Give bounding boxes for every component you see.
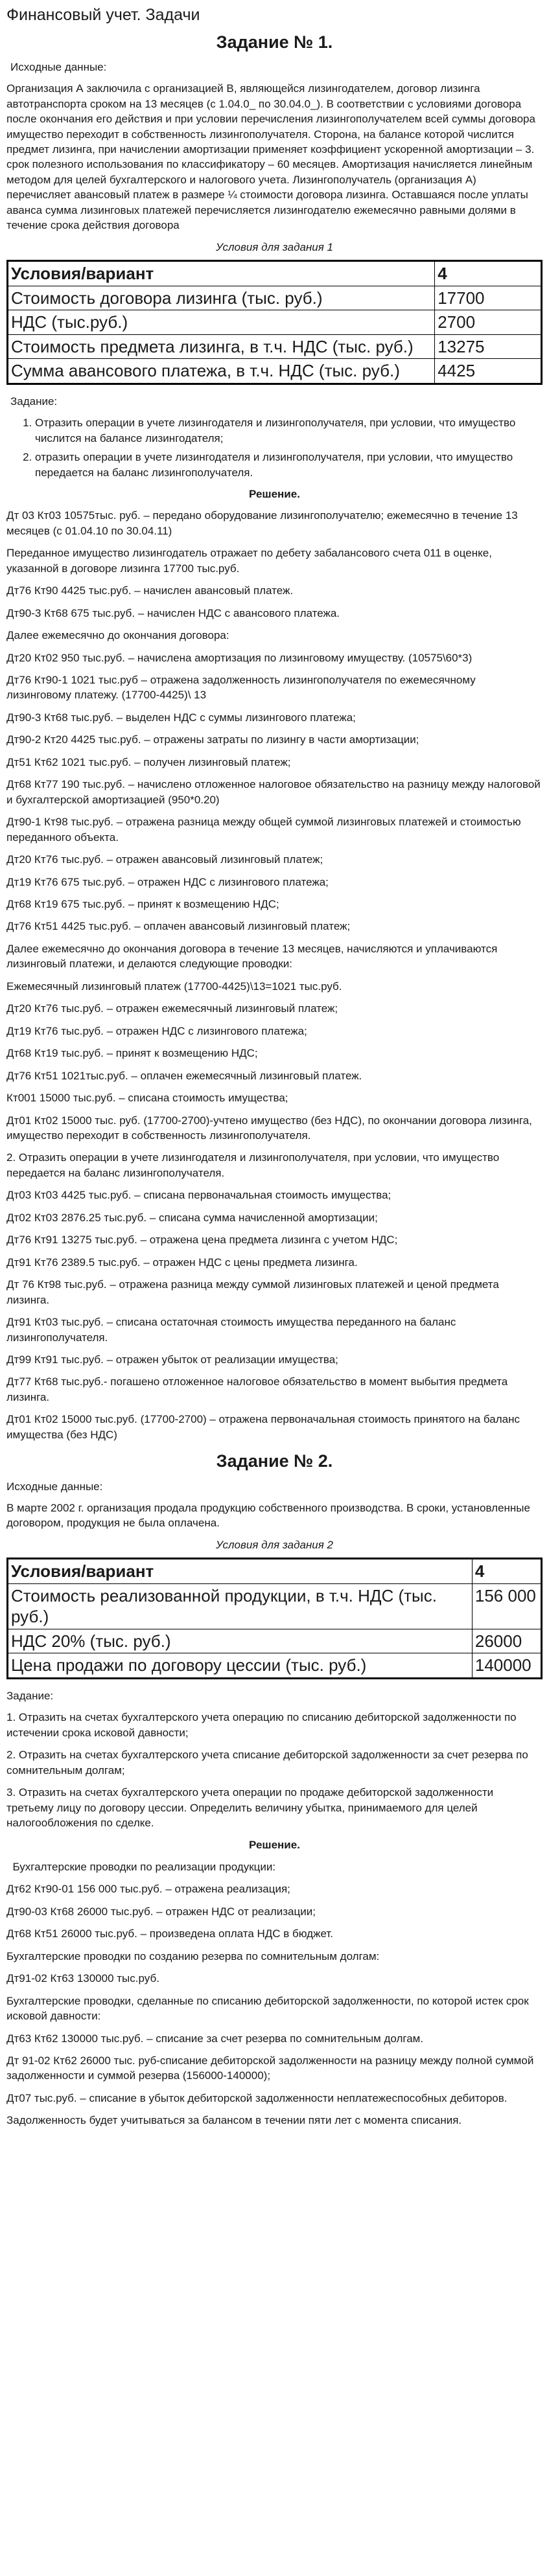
task1-intro-text: Организация А заключила с организацией В, являющейся лизингодателем, договор лизинга автотранспорта сроком на 13 месяцев (с 1.04.0_ по 30.04.0_). В соответствии с условиями договора после окончания его действия и при условии перечисления лизингополучателем всей суммы договора имущество переходит в собственность лизингополучателя. Сторона, на балансе которой числится предмет лизинга, при начислении амортизации применяет коэффициент ускоренной амортизации – 3. срок полезного использования по классификатору – 60 месяцев. Амортизация начисляется линейным методом для целей бухгалтерского и налогового учета. Лизингополучатель (организация А) перечисляет авансовый платеж в размере ¼ стоимости договора лизинга. Оставшаяся после уплаты аванса сумма лизинговых платежей перечисляется лизингодателю ежемесячно равными долями в течение срока действия договора	[6, 82, 535, 232]
solution-line: Дт 03 Кт03 10575тыс. руб. – передано оборудование лизингополучателю; ежемесячно в течение 13 месяцев (с 01.04.10 по 30.04.11)	[6, 509, 518, 537]
solution-line: Дт99 Кт91 тыс.руб. – отражен убыток от реализации имущества;	[6, 1353, 338, 1366]
solution-line: Дт03 Кт03 4425 тыс.руб. – списана первоначальная стоимость имущества;	[6, 1189, 391, 1202]
table-row	[8, 286, 542, 310]
table-header-cell: Условия/вариант	[8, 1559, 473, 1584]
solution-line: Далее ежемесячно до окончания договора в течение 13 месяцев, начисляются и уплачиваются лизинговый платежи, и делаются следующие проводки:	[6, 942, 498, 971]
task2-table-caption: Условия для задания 2	[215, 1538, 334, 1551]
solution-line: 2. Отразить операции в учете лизингодателя и лизингополучателя, при условии, что имущество передается на баланс лизингополучателя.	[6, 1151, 500, 1179]
table-row	[8, 1653, 542, 1679]
solution-line: Дт90-2 Кт20 4425 тыс.руб. – отражены затраты по лизингу в части амортизации;	[6, 733, 419, 746]
solution-line: Задолженность будет учитываться за балансом в течении пяти лет с момента списания.	[6, 2114, 462, 2127]
solution-line: Дт77 Кт68 тыс.руб.- погашено отложенное налоговое обязательство в момент выбытия предмета лизинга.	[6, 1375, 508, 1403]
table-header-row	[8, 1559, 542, 1584]
solution-line: Дт90-3 Кт68 тыс.руб. – выделен НДС с суммы лизингового платежа;	[6, 711, 356, 724]
solution-line: Дт19 Кт76 тыс.руб. – отражен НДС с лизингового платежа;	[6, 1024, 307, 1037]
solution-line: Далее ежемесячно до окончания договора:	[6, 629, 229, 642]
solution-line: Дт91 Кт76 2389.5 тыс.руб. – отражен НДС с цены предмета лизинга.	[6, 1256, 358, 1269]
table-row	[8, 359, 542, 384]
task1-intro-label: Исходные данные:	[10, 60, 107, 73]
table-cell: НДС 20% (тыс. руб.)	[8, 1629, 473, 1653]
solution-line: Дт20 Кт02 950 тыс.руб. – начислена амортизация по лизинговому имуществу. (10575\60*3)	[6, 651, 473, 664]
solution-line: Дт19 Кт76 675 тыс.руб. – отражен НДС с лизингового платежа;	[6, 875, 329, 888]
solution-line: Бухгалтерские проводки, сделанные по списанию дебиторской задолженности, по которой истек срок исковой давности:	[6, 1994, 529, 2023]
solution-line: Дт20 Кт76 тыс.руб. – отражен авансовый лизинговый платеж;	[6, 853, 323, 866]
task1-conditions-table	[6, 260, 543, 385]
task2-solution-label: Решение.	[249, 1839, 300, 1852]
list-item: 2. Отразить на счетах бухгалтерского учета списание дебиторской задолженности за счет резерва по сомнительным долгам;	[6, 1749, 528, 1777]
list-item: 3. Отразить на счетах бухгалтерского учета операции по продаже дебиторской задолженности третьему лицу по договору цессии. Определить величину убытка, принимаемого для целей налогообложения по сделке.	[6, 1786, 494, 1829]
solution-line: Дт68 Кт77 190 тыс.руб. – начислено отложенное налоговое обязательство на разницу между налоговой и бухгалтерской амортизацией (950*0.20)	[6, 778, 541, 806]
table-cell: 26000	[472, 1629, 541, 1653]
table-cell: Стоимость реализованной продукции, в т.ч. НДС (тыс. руб.)	[8, 1583, 473, 1629]
task1-solution-label: Решение.	[249, 487, 300, 500]
list-item: 1. Отразить операции в учете лизингодателя и лизингополучателя, при условии, что имущество числится на балансе лизингодателя;	[35, 415, 543, 446]
task2-intro-text: В марте 2002 г. организация продала продукцию собственного производства. В сроки, установленные договором, продукция не была оплачена.	[6, 1501, 530, 1530]
solution-line: Дт62 Кт90-01 156 000 тыс.руб. – отражена реализация;	[6, 1883, 290, 1896]
solution-line: Дт90-3 Кт68 675 тыс.руб. – начислен НДС с авансового платежа.	[6, 606, 340, 619]
document-title: Финансовый учет. Задачи	[6, 6, 200, 24]
table-row	[8, 310, 542, 335]
table-cell: 140000	[472, 1653, 541, 1679]
task1-solution	[6, 508, 543, 1442]
list-item: 2. отразить операции в учете лизингодателя и лизингополучателя, при условии, что имущество передается на баланс лизингополучателя.	[35, 450, 543, 480]
table-row	[8, 1583, 542, 1629]
solution-line: Дт76 Кт90-1 1021 тыс.руб – отражена задолженность лизингополучателя по ежемесячному лизинговому платежу. (17700-4425)\ 13	[6, 674, 476, 702]
solution-line: Дт 91-02 Кт62 26000 тыс. руб-списание дебиторской задолженности на разницу между полной суммой задолженности и суммой резерва (156000-140000);	[6, 2054, 534, 2082]
solution-line: Ежемесячный лизинговый платеж (17700-4425)\13=1021 тыс.руб.	[6, 980, 342, 993]
table-header-cell: Условия/вариант	[8, 261, 435, 286]
task1-task-label: Задание:	[10, 395, 58, 408]
table-row	[8, 1629, 542, 1653]
table-header-cell: 4	[435, 261, 542, 286]
table-cell: 17700	[435, 286, 542, 310]
task1-heading: Задание № 1.	[216, 32, 333, 52]
task2-solution	[6, 1859, 543, 2128]
solution-line: Переданное имущество лизингодатель отражает по дебету забалансового счета 011 в оценке, указанной в договоре лизинга 17700 тыс.руб.	[6, 547, 492, 575]
solution-line: Дт68 Кт19 675 тыс.руб. – принят к возмещению НДС;	[6, 898, 279, 911]
table-row	[8, 334, 542, 359]
solution-line: Дт01 Кт02 15000 тыс.руб. (17700-2700) – отражена первоначальная стоимость принятого на баланс имущества (без НДС)	[6, 1413, 520, 1441]
solution-line: Дт68 Кт51 26000 тыс.руб. – произведена оплата НДС в бюджет.	[6, 1927, 333, 1940]
table-cell: Стоимость предмета лизинга, в т.ч. НДС (тыс. руб.)	[8, 334, 435, 359]
solution-line: Дт63 Кт62 130000 тыс.руб. – списание за счет резерва по сомнительным долгам.	[6, 2032, 424, 2045]
solution-line: Дт76 Кт51 1021тыс.руб. – оплачен ежемесячный лизинговый платеж.	[6, 1069, 362, 1082]
solution-line: Дт90-03 Кт68 26000 тыс.руб. – отражен НДС от реализации;	[6, 1905, 316, 1918]
table-cell: Цена продажи по договору цессии (тыс. руб.)	[8, 1653, 473, 1679]
solution-line: Дт51 Кт62 1021 тыс.руб. – получен лизинговый платеж;	[6, 755, 291, 768]
table-cell: Стоимость договора лизинга (тыс. руб.)	[8, 286, 435, 310]
solution-line: Дт90-1 Кт98 тыс.руб. – отражена разница между общей суммой лизинговых платежей и стоимостью переданного объекта.	[6, 816, 521, 844]
table-cell: 156 000	[472, 1583, 541, 1629]
task2-task-label: Задание:	[6, 1689, 54, 1702]
table-cell: Сумма авансового платежа, в т.ч. НДС (тыс. руб.)	[8, 359, 435, 384]
solution-line: Дт20 Кт76 тыс.руб. – отражен ежемесячный лизинговый платеж;	[6, 1002, 338, 1015]
solution-line: Дт76 Кт51 4425 тыс.руб. – оплачен авансовый лизинговый платеж;	[6, 920, 351, 933]
table-cell: 4425	[435, 359, 542, 384]
task2-task-list	[6, 1710, 543, 1830]
solution-line: Дт76 Кт91 13275 тыс.руб. – отражена цена предмета лизинга с учетом НДС;	[6, 1234, 398, 1247]
table-header-row	[8, 261, 542, 286]
solution-line: Бухгалтерские проводки по реализации продукции:	[6, 1860, 276, 1873]
table-cell: 13275	[435, 334, 542, 359]
solution-line: Дт91-02 Кт63 130000 тыс.руб.	[6, 1972, 159, 1985]
task2-intro-label: Исходные данные:	[6, 1480, 103, 1493]
solution-line: Дт02 Кт03 2876.25 тыс.руб. – списана сумма начисленной амортизации;	[6, 1211, 378, 1224]
solution-line: Дт91 Кт03 тыс.руб. – списана остаточная стоимость имущества переданного на баланс лизингополучателя.	[6, 1316, 456, 1344]
solution-line: Дт76 Кт90 4425 тыс.руб. – начислен авансовый платеж.	[6, 584, 294, 597]
solution-line: Дт 76 Кт98 тыс.руб. – отражена разница между суммой лизинговых платежей и ценой предмета лизинга.	[6, 1278, 499, 1306]
table-cell: 2700	[435, 310, 542, 335]
task1-task-list	[6, 415, 543, 480]
solution-line: Дт68 Кт19 тыс.руб. – принят к возмещению НДС;	[6, 1047, 258, 1060]
solution-line: Дт01 Кт02 15000 тыс. руб. (17700-2700)-учтено имущество (без НДС), по окончании договора лизинга, имущество переходит в собственность лизингополучателя.	[6, 1114, 532, 1142]
table-header-cell: 4	[472, 1559, 541, 1584]
task2-heading: Задание № 2.	[216, 1451, 333, 1471]
list-item: 1. Отразить на счетах бухгалтерского учета операцию по списанию дебиторской задолженности по истечении срока исковой давности;	[6, 1711, 517, 1739]
solution-line: Дт07 тыс.руб. – списание в убыток дебиторской задолженности неплатежеспособных дебиторов.	[6, 2091, 508, 2104]
task1-table-caption: Условия для задания 1	[215, 240, 334, 253]
task2-conditions-table	[6, 1558, 543, 1679]
solution-line: Бухгалтерские проводки по созданию резерва по сомнительным долгам:	[6, 1949, 380, 1962]
table-cell: НДС (тыс.руб.)	[8, 310, 435, 335]
solution-line: Кт001 15000 тыс.руб. – списана стоимость имущества;	[6, 1092, 288, 1105]
